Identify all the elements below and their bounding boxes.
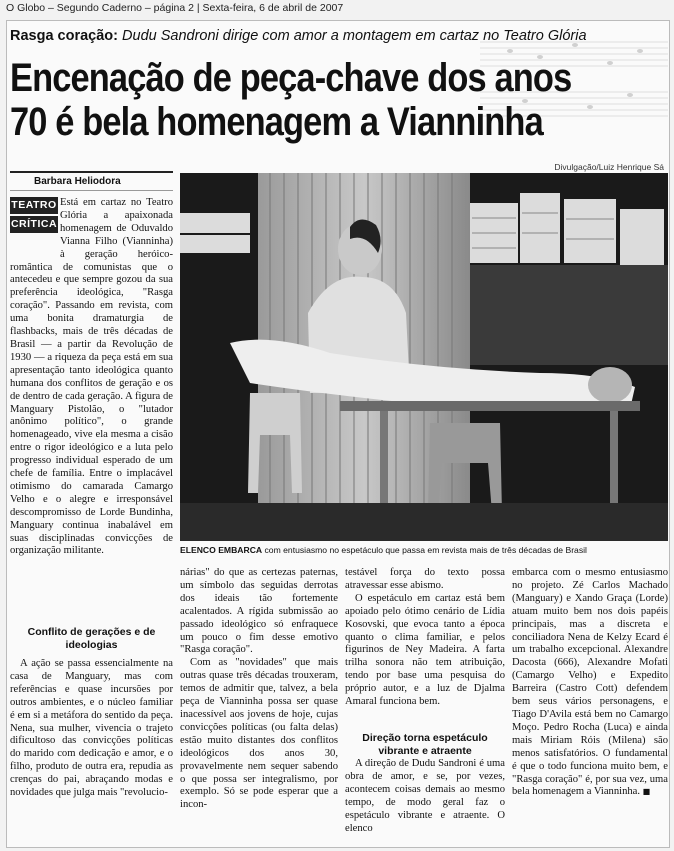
- page-topline: O Globo – Segundo Caderno – página 2 | Sexta-feira, 6 de abril de 2007: [6, 2, 344, 14]
- play-photo: [180, 173, 668, 541]
- byline: Barbara Heliodora: [10, 171, 173, 191]
- column-3: [345, 567, 505, 709]
- subheading-1: Conflito de gerações e de ideologias: [27, 626, 156, 651]
- subheading-2: Direção torna espetáculo vibrante e atraente: [362, 732, 488, 757]
- badge-bottom: CRÍTICA: [10, 216, 58, 233]
- column-3-paragraph-3: A direção de Dudu Sandroni é uma obra de amor, e se, por vezes, acontecem coisas demais ao mesmo tempo, de modo geral faz o espetáculo vibrante e atraente. O elenco: [345, 758, 505, 834]
- column-2: [180, 567, 338, 812]
- kicker-label: Rasga coração:: [10, 28, 118, 44]
- column-4-text: embarca com o mesmo entusiasmo no projeto. Zé Carlos Machado (Manguary) e Xando Graça (Lorde) atuam muito bem nos dois papéis principais, mas a discreta e conciliadora Nena de Kelzy Ecard é um trabalho excepcional. Alexandre Dacosta (666), Alexandre Mofati (Camargo Velho) e Expedito Barreira (Castro Cott) defendem bem seus vários personagens, e Tiago D'Avila está bem no Camargo Moço. Pedro Rocha (Luca) e ainda mais Miriam Róis (Milena) são menos satisfatórios. O fundamental é que o todo funciona muito bem, e "Rasga coração" é, por sua vez, uma bela homenagem a Vianninha.: [512, 567, 668, 798]
- article-kicker: [10, 28, 587, 44]
- column-2-paragraph-2: Com as "novidades" que mais outras quase três décadas trouxeram, temos de admitir que, talvez, a bela peça de Vianninha possa ser quase inacessível aos jovens de hoje, cujas convicções políticas (ou falta delas) estão muito distantes dos conflitos ideológicos dos anos 30, provavelmente nem sequer sabendo o que possa ser integralismo, por exemplo. Só se pode esperar que a incon-: [180, 657, 338, 811]
- column-1-continued: [10, 658, 173, 800]
- photo-caption: [180, 545, 668, 555]
- photo-credit: Divulgação/Luiz Henrique Sá: [554, 162, 664, 172]
- critic-badge: [10, 197, 58, 235]
- headline-line-2: 70 é bela homenagem a Vianninha: [10, 100, 543, 144]
- column-1-paragraph-1: Está em cartaz no Teatro Glória a apaixonada homenagem de Oduvaldo Vianna Filho (Vianninha) à geração heróico-romântica de comunistas que o antecedeu e que sempre gozou da sua preferência ideológica, "Rasga coração". Passando em revista, com uma bonita dramaturgia de flashbacks, mais de três décadas de Brasil — a partir da Revolução de 1930 — a riqueza da peça está em sua apresentação tanto ideológica quanto humana dos conflitos de geração e os de dentro de cada geração. A figura de Manguary Pistolão, o "lutador anônimo político", o grande homenageado, vive ela mesma a cisão entre o rigor ideológico e a luta pelo progresso individual esperado de um chefe de família. Entre o implacável otimismo do camarada Camargo Velho e o alegre e irresponsável descompromisso de Lorde Bundinha, Manguary continua inabalável em suas disciplinadas convicções de organização militante.: [10, 197, 173, 557]
- kicker-text: Dudu Sandroni dirige com amor a montagem em cartaz no Teatro Glória: [122, 28, 587, 44]
- end-mark: ■: [642, 787, 651, 797]
- column-3-continued: [345, 758, 505, 835]
- column-2-paragraph-1: nárias" do que as certezas paternas, um símbolo das seguidas derrotas dos ideais tão fortemente acalentados. A rígida submissão ao passado ideológico só enfraquece um pouco o fim desse emotivo "Rasga coração".: [180, 567, 338, 656]
- caption-label: ELENCO EMBARCA: [180, 545, 263, 555]
- article-headline: [10, 56, 572, 144]
- column-1-paragraph-2: A ação se passa essencialmente na casa de Manguary, mas com referências e quase incursões por outros ambientes, e o núcleo familiar é em si a metáfora do sentido da peça. Nena, sua mulher, vivencia o trajeto dificultoso das convicções políticas do marido com dedicação e amor, e o filho, produto de outra era, repudia as crenças do pai, abraçando modas e novidades que julga mais "revolucio-: [10, 658, 173, 799]
- column-3-paragraph-1: testável força do texto possa atravessar esse abismo.: [345, 567, 505, 591]
- column-4-paragraph-1: [512, 567, 668, 799]
- column-3-paragraph-2: O espetáculo em cartaz está bem apoiado pelo ótimo cenário de Lídia Kosovski, que evoca tanto a época quanto o clima familiar, e pelos figurinos de Ney Madeira. A farta trilha sonora não tem atribuição, tendo por base uma pesquisa do próprio autor, e a luz de Djalma Amaral funciona bem.: [345, 592, 505, 708]
- badge-top: TEATRO: [10, 197, 58, 214]
- caption-text: com entusiasmo no espetáculo que passa em revista mais de três décadas de Brasil: [262, 545, 587, 555]
- column-1: [10, 197, 173, 558]
- column-4: [512, 567, 668, 799]
- headline-line-1: Encenação de peça-chave dos anos: [10, 56, 572, 100]
